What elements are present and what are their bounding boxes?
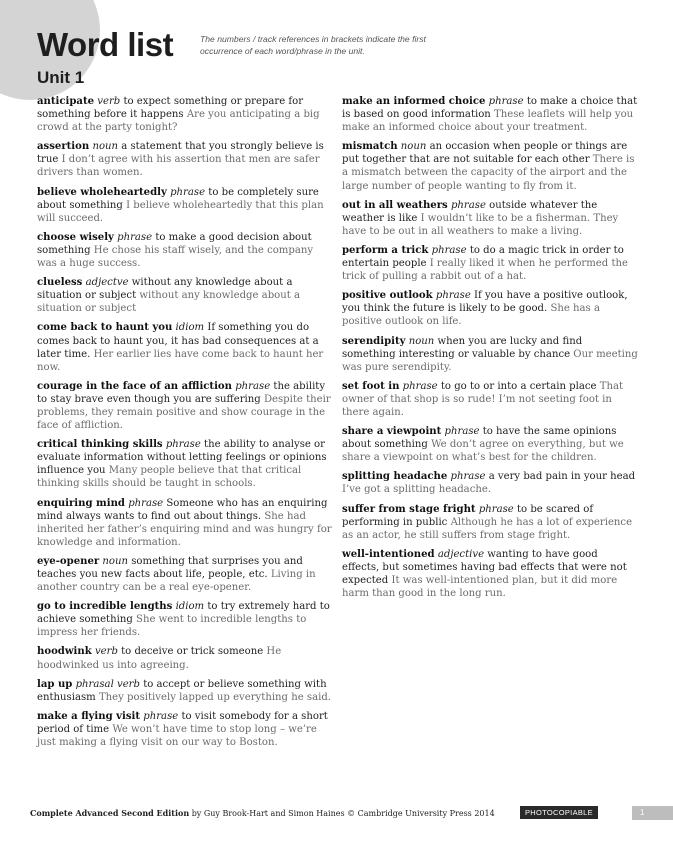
entry-word: perform a trick: [342, 244, 429, 256]
entry-part-of-speech: phrase: [450, 471, 486, 483]
entry-example: without any knowledge about a situation or subject: [37, 290, 301, 315]
entry-definition: to deceive or trick someone: [121, 646, 264, 658]
footer-credit-text: by Guy Brook-Hart and Simon Haines © Cambridge University Press 2014: [191, 809, 495, 818]
entry-definition: to accept or believe something with enthusiasm: [37, 678, 327, 703]
entry-word: come back to haunt you: [37, 322, 173, 334]
entry-definition: the ability to stay brave even though you are suffering: [37, 380, 326, 405]
entry-part-of-speech: phrase: [431, 244, 467, 256]
entry-example: It was well-intentioned plan, but it did more harm than good in the long run.: [342, 575, 618, 600]
word-entry: [342, 503, 638, 542]
entry-example: We won’t have time to stop long – we’re just making a flying visit on our way to Boston.: [37, 723, 317, 749]
entry-word: eye-opener: [37, 555, 100, 567]
word-entry: [37, 231, 333, 270]
word-entry: [342, 95, 638, 134]
entry-word: make a flying visit: [37, 710, 141, 722]
entry-word: make an informed choice: [342, 96, 486, 107]
entry-part-of-speech: phrase: [235, 380, 271, 392]
entry-definition: wanting to have good effects, but sometimes having bad effects that were not expected: [342, 548, 627, 586]
entry-example: We don’t agree on everything, but we share a viewpoint on what’s best for the children.: [342, 439, 624, 464]
word-entry: [342, 425, 638, 464]
word-entry: [342, 548, 638, 600]
word-entry: [37, 276, 333, 315]
entry-word: critical thinking skills: [37, 439, 163, 451]
entry-part-of-speech: phrase: [488, 96, 524, 107]
entry-definition: outside whatever the weather is like: [342, 199, 598, 224]
entry-word: positive outlook: [342, 290, 433, 302]
entry-part-of-speech: phrase: [435, 290, 471, 302]
entry-example: I really liked it when he performed the trick of pulling a rabbit out of a hat.: [342, 258, 628, 283]
entry-part-of-speech: idiom: [175, 322, 205, 334]
word-entry: [37, 380, 333, 432]
word-entry: [37, 678, 333, 704]
entry-word: courage in the face of an affliction: [37, 380, 232, 392]
entry-definition: to make a good decision about something: [37, 231, 312, 256]
entry-part-of-speech: phrase: [478, 503, 514, 515]
entry-word: mismatch: [342, 141, 398, 153]
entry-definition: to make a choice that is based on good information: [342, 96, 638, 121]
entry-word: enquiring mind: [37, 497, 125, 509]
unit-heading: Unit 1: [37, 68, 85, 87]
book-title: Complete Advanced Second Edition: [30, 808, 190, 818]
entry-word: serendipity: [342, 335, 406, 347]
photocopiable-badge: PHOTOCOPIABLE: [520, 806, 598, 819]
word-entry: [342, 335, 638, 374]
entry-part-of-speech: phrase: [444, 426, 480, 438]
entry-definition: something that surprises you and teaches you new facts about life, people, etc.: [37, 555, 303, 580]
word-entry: [37, 645, 333, 671]
entry-example: I’ve got a splitting headache.: [342, 484, 492, 496]
word-entry: [37, 555, 333, 594]
entry-part-of-speech: idiom: [175, 601, 205, 613]
entry-example: I don’t agree with his assertion that men are safer drivers than women.: [37, 154, 320, 179]
entry-word: suffer from stage fright: [342, 503, 476, 515]
entry-definition: to go to or into a certain place: [440, 380, 597, 392]
entry-part-of-speech: phrase: [117, 231, 153, 243]
entry-definition: If something you do comes back to haunt you, it has bad consequences at a later time.: [37, 322, 319, 360]
entry-word: share a viewpoint: [342, 426, 442, 438]
page-title: Word list: [37, 26, 174, 63]
word-entry: [37, 497, 333, 549]
entry-definition: to do a magic trick in order to entertain people: [342, 244, 624, 270]
entry-example: Although he has a lot of experience as an actor, he still suffers from stage fright.: [342, 516, 633, 541]
entry-example: I wouldn’t like to be a fisherman. They have to be out in all weathers to make a living.: [342, 212, 619, 237]
entry-part-of-speech: verb: [97, 96, 121, 107]
entry-part-of-speech: phrase: [128, 497, 164, 509]
entry-word: go to incredible lengths: [37, 601, 173, 613]
page-number: 1: [632, 806, 673, 820]
entry-word: believe wholeheartedly: [37, 186, 167, 198]
entry-word: anticipate: [37, 96, 95, 107]
entry-example: That owner of that shop is so rude! I’m not seeting foot in there again.: [342, 380, 624, 418]
entry-example: These leaflets will help you make an informed choice about your treatment.: [342, 109, 634, 134]
entry-definition: If you have a positive outlook, you think the future is likely to be good.: [342, 290, 628, 315]
word-entry: [37, 600, 333, 639]
entry-part-of-speech: noun: [92, 141, 119, 153]
entry-word: lap up: [37, 678, 73, 690]
entry-part-of-speech: phrase: [170, 186, 206, 198]
entry-example: Our meeting was pure serendipity.: [342, 348, 638, 373]
entry-word: out in all weathers: [342, 199, 448, 211]
entry-definition: when you are lucky and find something interesting or valuable by chance: [342, 335, 583, 360]
entry-word: choose wisely: [37, 231, 114, 243]
entry-part-of-speech: verb: [94, 646, 118, 658]
word-entry: [37, 95, 333, 134]
entry-word: assertion: [37, 141, 90, 153]
word-entry: [37, 438, 333, 490]
entry-example: She has a positive outlook on life.: [342, 303, 600, 328]
entry-example: Many people believe that that critical thinking skills should be taught in schools.: [37, 465, 302, 490]
word-list-right-column: [342, 95, 638, 606]
footer-credit: [30, 808, 495, 818]
word-entry: [37, 321, 333, 373]
entry-example: He hoodwinked us into agreeing.: [37, 646, 282, 671]
word-entry: [37, 710, 333, 749]
entry-example: Her earlier lies have come back to haunt her now.: [37, 348, 324, 373]
entry-definition: the ability to analyse or evaluate information without letting feelings or opinions influence you: [37, 439, 327, 477]
entry-part-of-speech: phrase: [402, 380, 438, 392]
entry-word: hoodwink: [37, 646, 92, 658]
entry-part-of-speech: phrase: [143, 710, 179, 722]
entry-definition: to expect something or prepare for something before it happens: [37, 96, 304, 121]
entry-definition: a very bad pain in your head: [488, 471, 636, 483]
word-entry: [342, 470, 638, 496]
entry-example: They positively lapped up everything he said.: [98, 691, 331, 703]
entry-part-of-speech: noun: [400, 141, 427, 153]
word-list-left-column: [37, 95, 333, 755]
word-entry: [342, 199, 638, 238]
entry-part-of-speech: adjectve: [85, 277, 129, 289]
entry-part-of-speech: adjective: [437, 548, 485, 560]
entry-word: well-intentioned: [342, 548, 435, 560]
entry-example: There is a mismatch between the capacity of the airport and the large number of people wanting to fly from it.: [342, 154, 635, 192]
entry-part-of-speech: phrase: [450, 199, 486, 211]
entry-definition: a statement that you strongly believe is true: [37, 141, 324, 166]
word-entry: [342, 140, 638, 192]
header-note: The numbers / track references in brackets indicate the first occurrence of each word/phrase in the unit.: [200, 34, 426, 56]
entry-definition: to try extremely hard to achieve something: [37, 601, 330, 626]
entry-example: Despite their problems, they remain positive and show courage in the face of affliction.: [37, 393, 331, 432]
word-entry: [37, 186, 333, 225]
entry-example: He chose his staff wisely, and the company was a huge success.: [37, 244, 314, 270]
entry-word: set foot in: [342, 380, 400, 392]
word-entry: [37, 140, 333, 179]
entry-word: clueless: [37, 277, 83, 289]
entry-definition: to have the same opinions about something: [342, 426, 617, 451]
entry-example: She went to incredible lengths to impress her friends.: [37, 614, 307, 639]
entry-definition: to visit somebody for a short period of time: [37, 710, 328, 735]
entry-example: She had inherited her father’s enquiring mind and was hungry for knowledge and information.: [37, 510, 332, 548]
entry-definition: to be completely sure about something: [37, 186, 319, 211]
entry-definition: to be scared of performing in public: [342, 503, 594, 528]
entry-definition: an occasion when people or things are put together that are not suitable for each other: [342, 141, 628, 166]
entry-example: I believe wholeheartedly that this plan will succeed.: [37, 199, 324, 224]
word-entry: [342, 244, 638, 283]
entry-example: Are you anticipating a big crowd at the party tonight?: [37, 109, 320, 134]
entry-definition: without any knowledge about a situation or subject: [37, 277, 293, 302]
word-entry: [342, 380, 638, 419]
entry-part-of-speech: phrase: [165, 439, 201, 451]
entry-example: Living in another country can be a real eye-opener.: [37, 569, 316, 594]
entry-word: splitting headache: [342, 471, 448, 483]
entry-part-of-speech: phrasal verb: [75, 678, 140, 690]
entry-part-of-speech: noun: [408, 335, 435, 347]
entry-definition: Someone who has an enquiring mind always wants to find out about things.: [37, 497, 328, 522]
word-entry: [342, 289, 638, 328]
entry-part-of-speech: noun: [102, 555, 129, 567]
